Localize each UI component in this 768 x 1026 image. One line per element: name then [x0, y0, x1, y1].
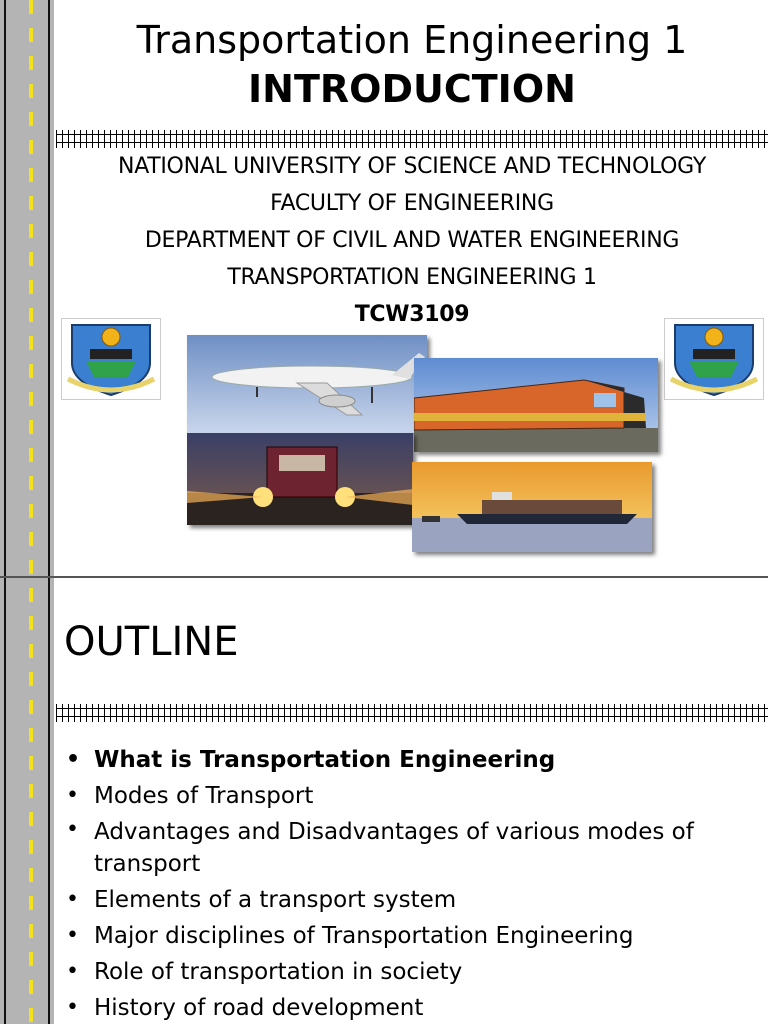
crest-icon [665, 319, 763, 399]
ship-photo [412, 462, 652, 552]
list-item: • Role of transportation in society [64, 954, 754, 990]
department-name: DEPARTMENT OF CIVIL AND WATER ENGINEERING [144, 228, 680, 253]
outline-title: OUTLINE [64, 619, 239, 665]
airplane-photo [187, 335, 427, 433]
outline-list [64, 742, 754, 1026]
university-name: NATIONAL UNIVERSITY OF SCIENCE AND TECHNOLOGY [118, 154, 706, 179]
truck-photo [187, 433, 413, 525]
slide-subtitle: INTRODUCTION [248, 67, 576, 111]
university-crest-right [664, 318, 764, 400]
list-item: • Major disciplines of Transportation Engineering [64, 918, 754, 954]
crest-icon [62, 319, 160, 399]
course-name: TRANSPORTATION ENGINEERING 1 [227, 265, 597, 290]
road-edge-right [48, 0, 50, 1024]
list-item: • Elements of a transport system [64, 882, 754, 918]
slide-title: Transportation Engineering 1 [136, 18, 688, 62]
university-crest-left [61, 318, 161, 400]
train-photo [414, 358, 658, 452]
lane-markings [29, 0, 33, 1024]
rail-divider [56, 704, 768, 722]
road-edge-left [4, 0, 6, 1024]
faculty-name: FACULTY OF ENGINEERING [270, 191, 554, 216]
list-item: • Advantages and Disadvantages of various modes of transport [64, 814, 754, 882]
airplane-icon [187, 335, 427, 433]
train-icon [414, 358, 658, 452]
rail-divider [56, 130, 768, 148]
truck-icon [187, 433, 413, 525]
list-item: • History of road development [64, 990, 754, 1026]
course-code: TCW3109 [354, 302, 470, 327]
ship-icon [412, 462, 652, 552]
list-item: • Modes of Transport [64, 778, 754, 814]
list-item: • What is Transportation Engineering [64, 742, 754, 778]
slide-separator [0, 576, 768, 578]
road-border [0, 0, 54, 1024]
